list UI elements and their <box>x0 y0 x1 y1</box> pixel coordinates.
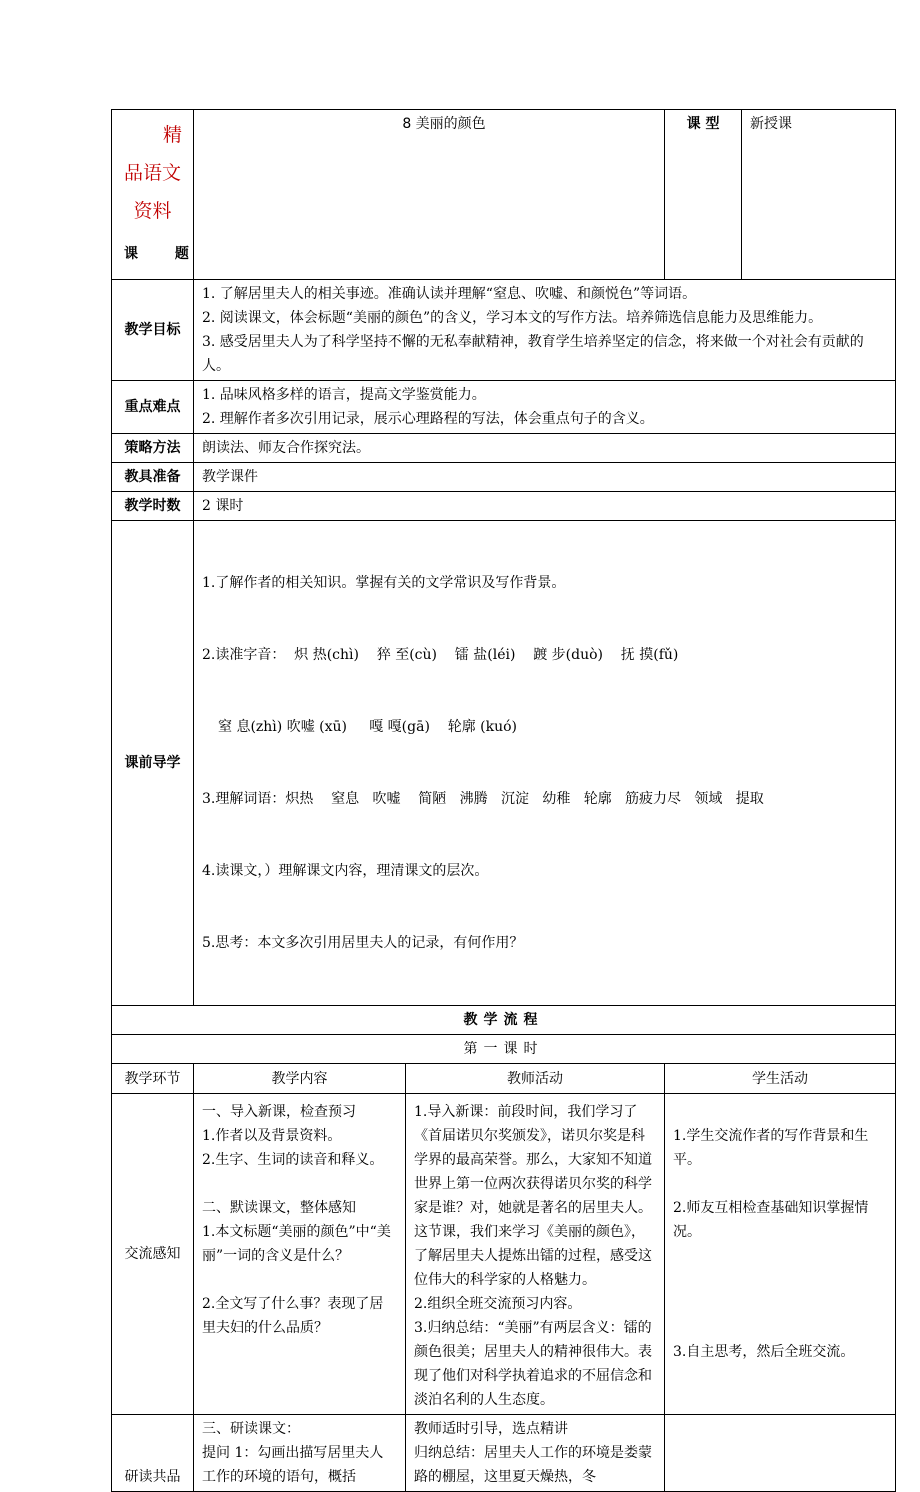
col-header: 教学环节 <box>112 1064 194 1094</box>
subject-label-cell <box>112 110 194 280</box>
hours-row <box>112 492 896 521</box>
content-line: 一、导入新课，检查预习 <box>202 1104 356 1120</box>
subject-label: 课 题 <box>124 246 189 262</box>
lesson-title: 8 美丽的颜色 <box>402 116 486 132</box>
watermark-line-2: 品语文 <box>123 162 181 184</box>
col-header: 教师活动 <box>406 1064 665 1094</box>
content-line: 1.本文标题“美丽的颜色”中“美丽”一词的含义是什么？ <box>202 1224 391 1264</box>
lesson-title-cell <box>194 110 665 280</box>
flow-row <box>112 1094 896 1415</box>
tools-label: 教具准备 <box>112 463 194 492</box>
preview-line: 1.了解作者的相关知识。掌握有关的文学常识及写作背景。 <box>202 575 566 591</box>
period-title: 第一课时 <box>463 1041 544 1057</box>
teacher-line: 教师适时引导，选点精讲 <box>414 1421 568 1437</box>
preview-label: 课前导学 <box>112 521 194 1006</box>
student-line: 2.师友互相检查基础知识掌握情况。 <box>673 1200 869 1240</box>
student-line: 3.自主思考，然后全班交流。 <box>673 1344 855 1360</box>
tools-value: 教学课件 <box>194 463 896 492</box>
lesson-plan-table <box>111 109 896 1492</box>
type-value: 新授课 <box>750 116 793 132</box>
goals-content <box>194 280 896 381</box>
content-line: 二、默读课文，整体感知 <box>202 1200 356 1216</box>
stage-cell: 交流感知 <box>112 1094 194 1415</box>
col-header: 学生活动 <box>665 1064 896 1094</box>
goal-line: 3. 感受居里夫人为了科学坚持不懈的无私奉献精神，教育学生培养坚定的信念，将来做一个对社会有贡献的人。 <box>202 334 864 374</box>
type-label-cell <box>665 110 742 280</box>
header-row <box>112 110 896 280</box>
keypoints-content <box>194 381 896 434</box>
preview-row <box>112 521 896 1006</box>
teacher-cell <box>406 1415 665 1492</box>
content-cell <box>194 1415 406 1492</box>
teacher-line: 3.归纳总结：“美丽”有两层含义：镭的颜色很美；居里夫人的精神很伟大。表现了他们对科学执着追求的不屈信念和淡泊名利的人生态度。 <box>414 1320 652 1408</box>
hours-value: 2 课时 <box>194 492 896 521</box>
preview-line: 4.读课文，）理解课文内容，理清课文的层次。 <box>202 863 489 879</box>
flow-title-row <box>112 1006 896 1035</box>
flow-title-cell <box>112 1006 896 1035</box>
stage-cell: 研读共品 <box>112 1415 194 1492</box>
student-line: 1.学生交流作者的写作背景和生平。 <box>673 1128 869 1168</box>
flow-header-row <box>112 1064 896 1094</box>
keypoint-line: 1. 品味风格多样的语言，提高文学鉴赏能力。 <box>202 387 486 403</box>
content-line: 1.作者以及背景资料。 <box>202 1128 342 1144</box>
strategy-row <box>112 434 896 463</box>
preview-line: 3.理解词语：炽热 窒息 吹嘘 简陋 沸腾 沉淀 幼稚 轮廓 筋疲力尽 领域 提取 <box>202 791 764 807</box>
teacher-line: 归纳总结：居里夫人工作的环境是娄蒙路的棚屋，这里夏天燥热，冬 <box>414 1445 652 1485</box>
content-line: 提问 1：勾画出描写居里夫人工作的环境的语句，概括 <box>202 1445 384 1485</box>
teacher-line: 2.组织全班交流预习内容。 <box>414 1296 582 1312</box>
keypoints-row <box>112 381 896 434</box>
preview-line: 窒 息(zhì) 吹嘘 (xū) 嘎 嘎(gā) 轮廓 (kuó) <box>218 719 518 735</box>
period-row <box>112 1035 896 1064</box>
goal-line: 2. 阅读课文，体会标题“美丽的颜色”的含义，学习本文的写作方法。培养筛选信息能力及思维能力。 <box>202 310 823 326</box>
strategy-value: 朗读法、师友合作探究法。 <box>194 434 896 463</box>
content-cell <box>194 1094 406 1415</box>
content-line: 三、研读课文： <box>202 1421 300 1437</box>
flow-title: 教学流程 <box>463 1012 544 1028</box>
type-label: 课 型 <box>686 116 720 132</box>
preview-line: 2.读准字音： 炽 热(chì) 猝 至(cù) 镭 盐(léi) 踱 步(duò) 抚 摸(fǔ) <box>202 647 679 663</box>
type-value-cell <box>742 110 896 280</box>
teacher-cell <box>406 1094 665 1415</box>
preview-content <box>194 521 896 1006</box>
content-line: 2.生字、生词的读音和释义。 <box>202 1152 384 1168</box>
hours-label: 教学时数 <box>112 492 194 521</box>
keypoints-label: 重点难点 <box>112 381 194 434</box>
goals-row <box>112 280 896 381</box>
tools-row <box>112 463 896 492</box>
goals-label: 教学目标 <box>112 280 194 381</box>
student-cell <box>665 1415 896 1492</box>
goal-line: 1. 了解居里夫人的相关事迹。准确认读并理解“窒息、吹嘘、和颜悦色”等词语。 <box>202 286 697 302</box>
teacher-line: 1.导入新课：前段时间，我们学习了《首届诺贝尔奖颁发》，诺贝尔奖是科学界的最高荣誉。那么，大家知不知道世界上第一位两次获得诺贝尔奖的科学家是谁？对，她就是著名的居里夫人。这节课，我们来学习《美丽的颜色》，了解居里夫人提炼出镭的过程，感受这位伟大的科学家的人格魅力。 <box>414 1104 652 1288</box>
student-cell <box>665 1094 896 1415</box>
strategy-label: 策略方法 <box>112 434 194 463</box>
period-cell <box>112 1035 896 1064</box>
watermark-line-3: 资料 <box>133 200 172 222</box>
watermark-line-1: 精 <box>162 124 182 146</box>
col-header: 教学内容 <box>194 1064 406 1094</box>
content-line: 2.全文写了什么事？表现了居里夫妇的什么品质？ <box>202 1296 384 1336</box>
preview-line: 5.思考：本文多次引用居里夫人的记录，有何作用？ <box>202 935 524 951</box>
keypoint-line: 2. 理解作者多次引用记录，展示心理路程的写法，体会重点句子的含义。 <box>202 411 654 427</box>
flow-row <box>112 1415 896 1492</box>
